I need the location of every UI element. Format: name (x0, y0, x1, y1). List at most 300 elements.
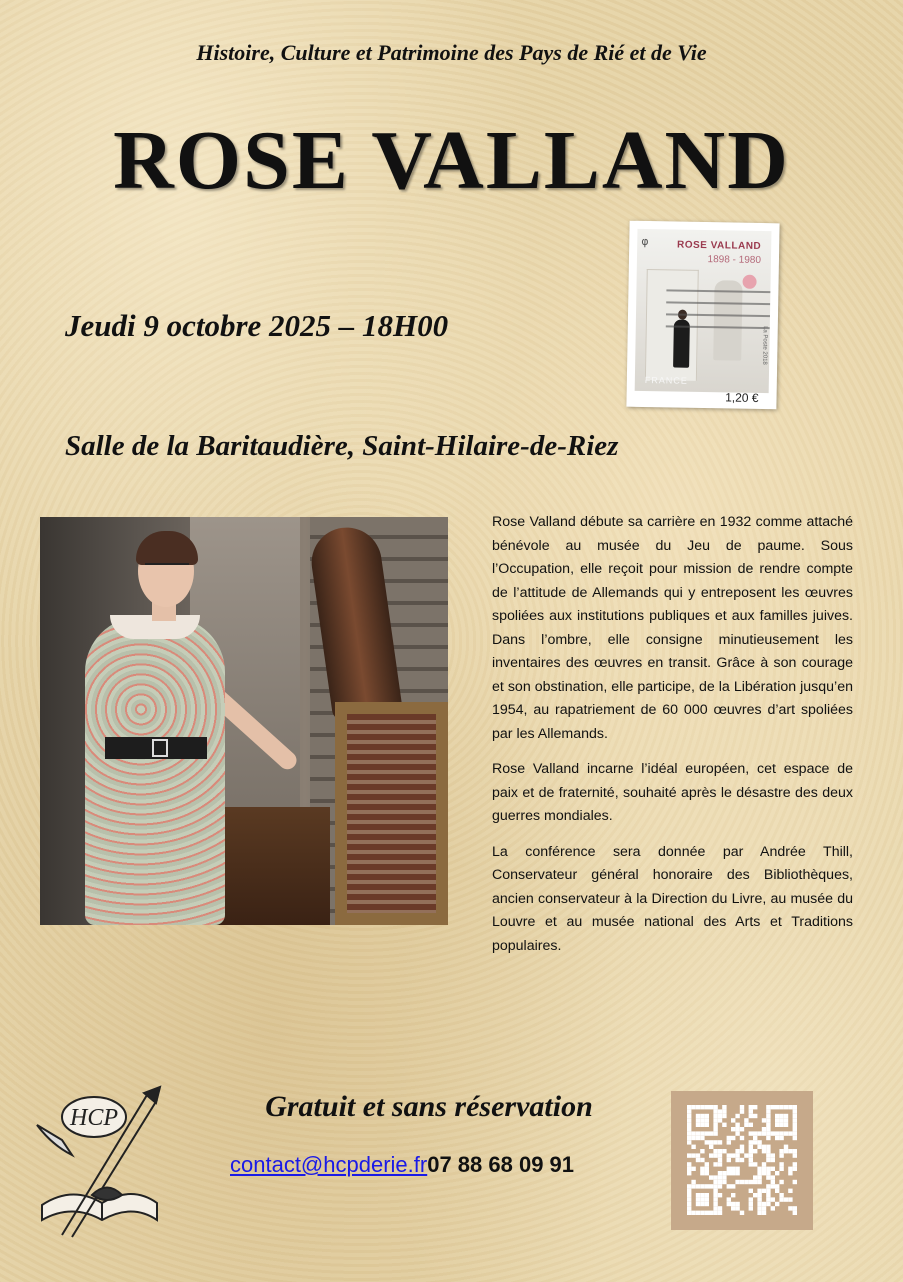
qr-module (718, 1162, 722, 1166)
qr-module (713, 1189, 717, 1193)
qr-module (727, 1167, 731, 1171)
qr-module (713, 1118, 717, 1122)
qr-module (718, 1153, 722, 1157)
paragraph-speaker: La conférence sera donnée par Andrée Thill, Conservateur général honoraire des Bibliothèques, ancien conservateur à la Direction du Livre, au musée du Louvre et au musée national des Arts et Traditions populaires. (492, 843, 853, 954)
qr-module (771, 1180, 775, 1184)
qr-module (718, 1180, 722, 1184)
qr-module (700, 1114, 704, 1118)
qr-module (766, 1131, 770, 1135)
qr-module (793, 1136, 797, 1140)
qr-module (687, 1193, 691, 1197)
page-title: ROSE VALLAND (113, 114, 790, 207)
qr-module (749, 1109, 753, 1113)
qr-module (757, 1193, 761, 1197)
qr-module (744, 1153, 748, 1157)
qr-module (687, 1197, 691, 1201)
qr-module (757, 1131, 761, 1135)
qr-module (735, 1206, 739, 1210)
qr-module (753, 1193, 757, 1197)
qr-module (753, 1105, 757, 1109)
qr-module (771, 1206, 775, 1210)
qr-module (753, 1114, 757, 1118)
qr-module (784, 1105, 788, 1109)
qr-module (793, 1114, 797, 1118)
qr-module (735, 1153, 739, 1157)
qr-module (700, 1105, 704, 1109)
qr-module (788, 1167, 792, 1171)
qr-module (740, 1109, 744, 1113)
qr-module (705, 1131, 709, 1135)
qr-module (762, 1189, 766, 1193)
qr-module (713, 1197, 717, 1201)
qr-module (740, 1127, 744, 1131)
qr-module (757, 1211, 761, 1215)
qr-module (749, 1140, 753, 1144)
qr-module (749, 1180, 753, 1184)
qr-module (691, 1136, 695, 1140)
qr-module (735, 1167, 739, 1171)
qr-module (779, 1114, 783, 1118)
qr-module (713, 1184, 717, 1188)
qr-module (731, 1184, 735, 1188)
qr-module (687, 1114, 691, 1118)
qr-module (713, 1127, 717, 1131)
qr-module (766, 1118, 770, 1122)
paragraph-ideal: Rose Valland incarne l’idéal européen, cet espace de paix et de fraternité, souhaité après le désastre des deux guerres mondiales. (492, 761, 853, 824)
photo-hair (136, 531, 198, 565)
qr-module (762, 1171, 766, 1175)
qr-module (718, 1118, 722, 1122)
qr-module (766, 1193, 770, 1197)
qr-module (700, 1184, 704, 1188)
qr-module (775, 1189, 779, 1193)
qr-module (718, 1171, 722, 1175)
qr-module (735, 1180, 739, 1184)
qr-module (779, 1131, 783, 1135)
qr-module (779, 1123, 783, 1127)
qr-module (757, 1145, 761, 1149)
qr-module (709, 1184, 713, 1188)
qr-module (735, 1123, 739, 1127)
qr-module (749, 1162, 753, 1166)
qr-module (705, 1105, 709, 1109)
qr-module (740, 1105, 744, 1109)
qr-module (771, 1184, 775, 1188)
qr-module (713, 1153, 717, 1157)
qr-module (687, 1131, 691, 1135)
qr-module (727, 1184, 731, 1188)
qr-module (762, 1131, 766, 1135)
free-entry-text: Gratuit et sans réservation (265, 1090, 593, 1123)
qr-module (731, 1118, 735, 1122)
qr-module (771, 1131, 775, 1135)
portrait-photo (40, 517, 448, 925)
qr-module (788, 1189, 792, 1193)
qr-module (753, 1140, 757, 1144)
qr-module (735, 1158, 739, 1162)
qr-module (691, 1167, 695, 1171)
qr-module (696, 1158, 700, 1162)
qr-module (709, 1145, 713, 1149)
qr-module (749, 1123, 753, 1127)
event-date: Jeudi 9 octobre 2025 – 18H00 (65, 308, 449, 343)
qr-module (779, 1193, 783, 1197)
qr-module (788, 1105, 792, 1109)
qr-module (766, 1123, 770, 1127)
qr-module (735, 1131, 739, 1135)
qr-module (731, 1193, 735, 1197)
qr-module (735, 1127, 739, 1131)
qr-module (779, 1153, 783, 1157)
qr-module (757, 1206, 761, 1210)
qr-module (727, 1140, 731, 1144)
qr-module (713, 1105, 717, 1109)
qr-module (718, 1206, 722, 1210)
qr-module (722, 1109, 726, 1113)
qr-module (718, 1140, 722, 1144)
qr-module (700, 1158, 704, 1162)
qr-module (687, 1118, 691, 1122)
qr-module (727, 1158, 731, 1162)
qr-module (700, 1131, 704, 1135)
qr-module (696, 1118, 700, 1122)
qr-module (687, 1206, 691, 1210)
qr-module (775, 1123, 779, 1127)
qr-module (762, 1211, 766, 1215)
event-venue: Salle de la Baritaudière, Saint-Hilaire-de-Riez (65, 430, 619, 462)
qr-module (735, 1149, 739, 1153)
qr-module (762, 1202, 766, 1206)
stamp-rose-icon (742, 275, 756, 289)
qr-module (749, 1202, 753, 1206)
qr-module (766, 1109, 770, 1113)
qr-code[interactable] (671, 1091, 813, 1230)
qr-module (691, 1180, 695, 1184)
qr-module (784, 1123, 788, 1127)
qr-module (722, 1171, 726, 1175)
qr-module (749, 1131, 753, 1135)
qr-module (687, 1109, 691, 1113)
body-text (492, 511, 853, 970)
qr-module (753, 1162, 757, 1166)
qr-module (687, 1184, 691, 1188)
qr-module (727, 1171, 731, 1175)
qr-module (749, 1105, 753, 1109)
qr-module (766, 1136, 770, 1140)
qr-module (788, 1149, 792, 1153)
qr-module (687, 1127, 691, 1131)
qr-module (700, 1167, 704, 1171)
qr-module (718, 1114, 722, 1118)
qr-module (784, 1145, 788, 1149)
qr-module (757, 1202, 761, 1206)
qr-module (713, 1193, 717, 1197)
qr-module (740, 1180, 744, 1184)
qr-module (793, 1109, 797, 1113)
stamp-country: FRANCE (644, 374, 688, 386)
qr-module (775, 1118, 779, 1122)
qr-module (709, 1175, 713, 1179)
postage-stamp (626, 221, 779, 410)
qr-module (788, 1197, 792, 1201)
qr-module (775, 1202, 779, 1206)
qr-module (731, 1127, 735, 1131)
qr-module (705, 1197, 709, 1201)
organization-title: Histoire, Culture et Patrimoine des Pays de Rié et de Vie (196, 40, 707, 65)
photo-glasses (145, 563, 189, 577)
qr-module (757, 1140, 761, 1144)
qr-module (749, 1158, 753, 1162)
qr-module (793, 1118, 797, 1122)
qr-module (700, 1149, 704, 1153)
qr-module (762, 1162, 766, 1166)
qr-module (793, 1131, 797, 1135)
qr-module (696, 1193, 700, 1197)
stamp-name: ROSE VALLAND (676, 239, 762, 253)
qr-module (740, 1211, 744, 1215)
qr-module (753, 1175, 757, 1179)
qr-module (762, 1118, 766, 1122)
qr-module (784, 1131, 788, 1135)
qr-module (740, 1145, 744, 1149)
qr-module (687, 1105, 691, 1109)
qr-module (775, 1171, 779, 1175)
qr-module (722, 1175, 726, 1179)
qr-module (775, 1131, 779, 1135)
qr-module (687, 1167, 691, 1171)
qr-module (757, 1180, 761, 1184)
qr-module (744, 1180, 748, 1184)
qr-module (793, 1153, 797, 1157)
qr-module (779, 1105, 783, 1109)
qr-module (757, 1167, 761, 1171)
qr-module (771, 1197, 775, 1201)
qr-module (705, 1167, 709, 1171)
qr-module (687, 1171, 691, 1175)
qr-module (705, 1211, 709, 1215)
qr-module (771, 1167, 775, 1171)
qr-module (766, 1114, 770, 1118)
qr-module (713, 1211, 717, 1215)
qr-module (749, 1114, 753, 1118)
qr-module (753, 1131, 757, 1135)
logo-text: HCP (70, 1105, 118, 1131)
qr-module (788, 1171, 792, 1175)
qr-module (696, 1153, 700, 1157)
qr-module (718, 1184, 722, 1188)
qr-module (793, 1211, 797, 1215)
qr-module (700, 1197, 704, 1201)
qr-module (727, 1202, 731, 1206)
qr-module (753, 1136, 757, 1140)
qr-module (705, 1202, 709, 1206)
qr-module (793, 1162, 797, 1166)
qr-module (762, 1127, 766, 1131)
qr-module (700, 1202, 704, 1206)
qr-module (718, 1211, 722, 1215)
qr-module (757, 1171, 761, 1175)
qr-module (718, 1158, 722, 1162)
qr-module (705, 1193, 709, 1197)
stamp-symbol: φ (641, 234, 649, 249)
qr-module (709, 1105, 713, 1109)
qr-module (696, 1197, 700, 1201)
qr-module (784, 1114, 788, 1118)
qr-module (762, 1145, 766, 1149)
qr-module (718, 1193, 722, 1197)
qr-module (762, 1206, 766, 1210)
qr-module (696, 1202, 700, 1206)
qr-module (784, 1197, 788, 1201)
qr-module (775, 1114, 779, 1118)
qr-module (740, 1136, 744, 1140)
qr-module (779, 1149, 783, 1153)
qr-module (691, 1211, 695, 1215)
qr-module (713, 1114, 717, 1118)
qr-module (788, 1206, 792, 1210)
qr-module (722, 1114, 726, 1118)
qr-module (687, 1136, 691, 1140)
qr-module (757, 1189, 761, 1193)
qr-module (744, 1118, 748, 1122)
qr-module (749, 1206, 753, 1210)
qr-module (713, 1180, 717, 1184)
qr-module (766, 1167, 770, 1171)
qr-module (766, 1105, 770, 1109)
qr-module (727, 1153, 731, 1157)
qr-module (691, 1153, 695, 1157)
qr-module (722, 1123, 726, 1127)
qr-code-graphic (671, 1091, 813, 1230)
qr-module (749, 1145, 753, 1149)
qr-module (709, 1153, 713, 1157)
qr-module (705, 1118, 709, 1122)
qr-module (757, 1175, 761, 1179)
qr-module (687, 1211, 691, 1215)
qr-module (766, 1171, 770, 1175)
qr-module (691, 1105, 695, 1109)
qr-module (727, 1197, 731, 1201)
qr-module (705, 1140, 709, 1144)
qr-module (779, 1197, 783, 1201)
qr-module (722, 1180, 726, 1184)
qr-module (709, 1140, 713, 1144)
photo-buckle (152, 739, 168, 757)
qr-module (731, 1202, 735, 1206)
contact-line (230, 1152, 574, 1178)
qr-module (757, 1197, 761, 1201)
qr-module (700, 1136, 704, 1140)
qr-module (775, 1184, 779, 1188)
qr-module (687, 1153, 691, 1157)
qr-module (771, 1158, 775, 1162)
qr-module (700, 1123, 704, 1127)
qr-module (691, 1184, 695, 1188)
qr-module (731, 1206, 735, 1210)
qr-module (722, 1105, 726, 1109)
qr-module (771, 1105, 775, 1109)
qr-module (700, 1211, 704, 1215)
qr-module (753, 1149, 757, 1153)
qr-module (705, 1114, 709, 1118)
qr-module (766, 1175, 770, 1179)
qr-module (696, 1136, 700, 1140)
qr-module (696, 1184, 700, 1188)
qr-module (735, 1171, 739, 1175)
qr-module (740, 1158, 744, 1162)
qr-module (766, 1127, 770, 1131)
qr-module (687, 1140, 691, 1144)
qr-module (735, 1202, 739, 1206)
qr-module (784, 1149, 788, 1153)
qr-module (713, 1149, 717, 1153)
qr-module (713, 1123, 717, 1127)
qr-module (779, 1118, 783, 1122)
qr-module (731, 1153, 735, 1157)
qr-module (788, 1131, 792, 1135)
qr-module (775, 1136, 779, 1140)
stamp-price: 1,20 € (725, 390, 759, 405)
stamp-side-text: La Poste 2018 (761, 326, 768, 365)
qr-module (731, 1167, 735, 1171)
qr-module (709, 1131, 713, 1135)
qr-module (718, 1109, 722, 1113)
qr-module (766, 1202, 770, 1206)
qr-module (766, 1158, 770, 1162)
qr-module (766, 1145, 770, 1149)
qr-module (766, 1149, 770, 1153)
qr-module (696, 1211, 700, 1215)
paragraph-biography: Rose Valland débute sa carrière en 1932 comme attaché bénévole au musée du Jeu de paume. Sous l’Occupation, elle reçoit pour mission de rendre compte de l’attitude de Allemands qui y entreposent les œuvres spoliées aux institutions publiques et aux familles juives. Dans l’ombre, elle consigne minutieusement les inventaires des œuvres en transit. Grâce à son courage et son obstination, elle participe, de la Libération jusqu’en 1954, au rapatriement de 60 000 œuvres d’art spoliées par les Allemands. (492, 514, 853, 742)
qr-module (784, 1118, 788, 1122)
qr-module (687, 1189, 691, 1193)
qr-module (700, 1171, 704, 1175)
phone-number: 07 88 68 09 91 (427, 1152, 575, 1177)
qr-module (713, 1202, 717, 1206)
qr-module (705, 1184, 709, 1188)
qr-module (771, 1175, 775, 1179)
qr-module (793, 1127, 797, 1131)
qr-module (705, 1123, 709, 1127)
qr-module (766, 1189, 770, 1193)
qr-module (687, 1202, 691, 1206)
stamp-illustration (635, 229, 772, 393)
qr-module (744, 1123, 748, 1127)
qr-module (793, 1105, 797, 1109)
qr-module (766, 1184, 770, 1188)
qr-module (749, 1153, 753, 1157)
qr-module (713, 1140, 717, 1144)
photo-painting-frame (335, 702, 448, 925)
qr-module (700, 1118, 704, 1122)
qr-module (793, 1206, 797, 1210)
qr-module (793, 1149, 797, 1153)
qr-module (740, 1149, 744, 1153)
email-link[interactable]: contact@hcpderie.fr (230, 1152, 428, 1177)
qr-module (718, 1149, 722, 1153)
qr-module (687, 1162, 691, 1166)
qr-module (705, 1162, 709, 1166)
qr-module (718, 1175, 722, 1179)
photo-dress (85, 617, 225, 925)
qr-module (691, 1131, 695, 1135)
qr-module (775, 1105, 779, 1109)
qr-module (779, 1162, 783, 1166)
qr-module (696, 1123, 700, 1127)
qr-module (779, 1180, 783, 1184)
qr-module (696, 1131, 700, 1135)
qr-module (713, 1131, 717, 1135)
